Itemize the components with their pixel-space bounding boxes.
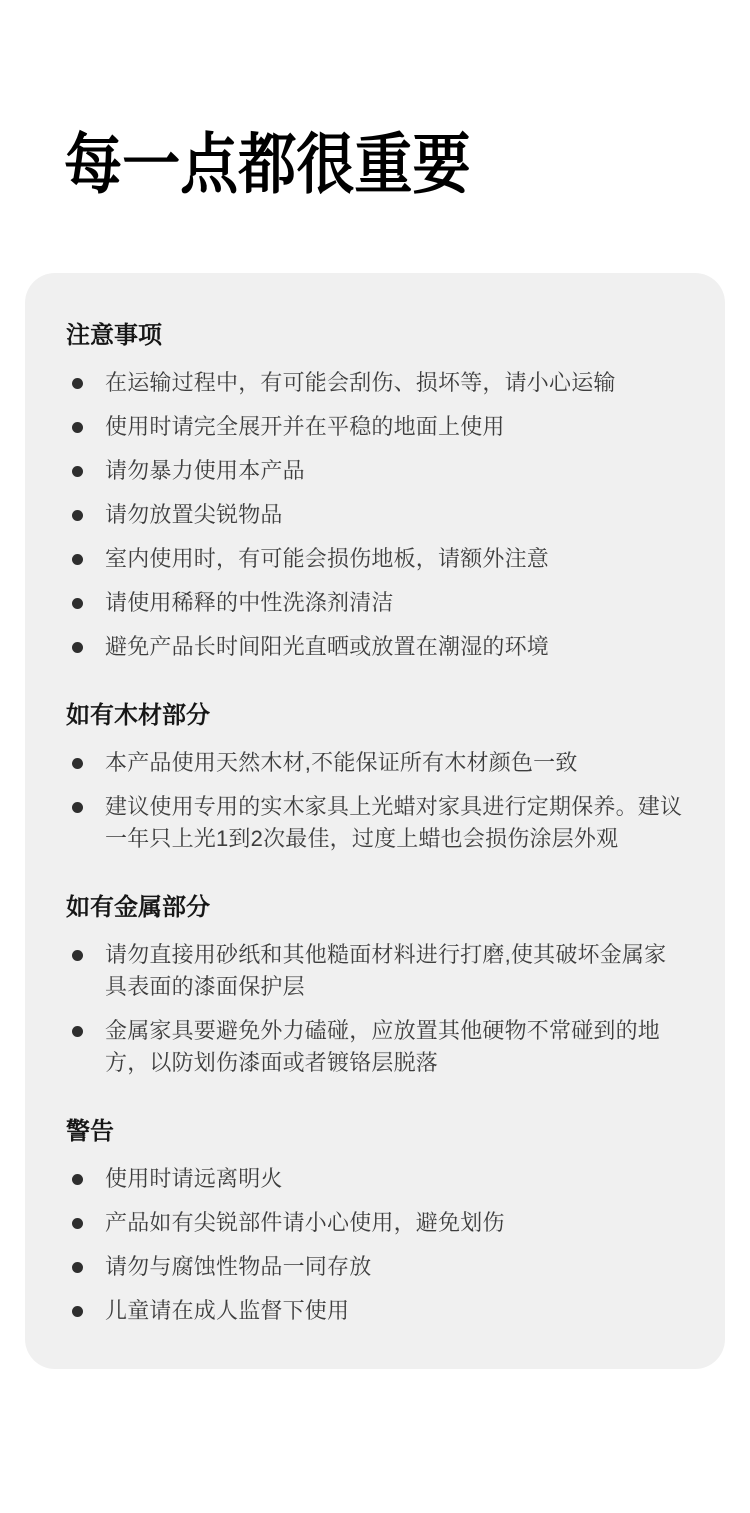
precautions-list xyxy=(66,367,685,663)
bullet-icon xyxy=(72,758,83,769)
list-item-text: 请勿与腐蚀性物品一同存放 xyxy=(105,1254,372,1279)
bullet-icon xyxy=(72,1262,83,1273)
list-item xyxy=(66,455,685,487)
bullet-icon xyxy=(72,1218,83,1229)
list-item-text: 产品如有尖锐部件请小心使用，避免划伤 xyxy=(105,1210,505,1235)
list-item-text: 金属家具要避免外力磕碰，应放置其他硬物不常碰到的地方，以防划伤漆面或者镀铬层脱落 xyxy=(105,1018,661,1075)
list-item-text: 室内使用时，有可能会损伤地板，请额外注意 xyxy=(105,546,550,571)
list-item-text: 请使用稀释的中性洗涤剂清洁 xyxy=(105,590,394,615)
list-item xyxy=(66,1015,685,1079)
list-item xyxy=(66,499,685,531)
bullet-icon xyxy=(72,422,83,433)
section-heading-metal: 如有金属部分 xyxy=(66,894,210,921)
list-item-text: 使用时请完全展开并在平稳的地面上使用 xyxy=(105,414,505,439)
list-item-text: 在运输过程中，有可能会刮伤、损坏等，请小心运输 xyxy=(105,370,616,395)
bullet-icon xyxy=(72,598,83,609)
list-item-text: 请勿放置尖锐物品 xyxy=(105,502,283,527)
list-item xyxy=(66,1207,685,1239)
bullet-icon xyxy=(72,378,83,389)
list-item xyxy=(66,587,685,619)
list-item xyxy=(66,939,685,1003)
list-item xyxy=(66,1295,685,1327)
list-item xyxy=(66,543,685,575)
list-item-text: 儿童请在成人监督下使用 xyxy=(105,1298,350,1323)
section-heading-wood: 如有木材部分 xyxy=(66,702,210,729)
list-item-text: 本产品使用天然木材,不能保证所有木材颜色一致 xyxy=(105,750,578,775)
list-item xyxy=(66,367,685,399)
list-item-text: 使用时请远离明火 xyxy=(105,1166,283,1191)
bullet-icon xyxy=(72,1174,83,1185)
list-item xyxy=(66,411,685,443)
list-item xyxy=(66,1163,685,1195)
notice-card xyxy=(25,273,725,1369)
bullet-icon xyxy=(72,466,83,477)
bullet-icon xyxy=(72,510,83,521)
metal-list xyxy=(66,939,685,1079)
bullet-icon xyxy=(72,950,83,961)
bullet-icon xyxy=(72,802,83,813)
warning-list xyxy=(66,1163,685,1327)
wood-list xyxy=(66,747,685,855)
list-item-text: 避免产品长时间阳光直晒或放置在潮湿的环境 xyxy=(105,634,550,659)
page-title: 每一点都很重要 xyxy=(64,127,471,201)
bullet-icon xyxy=(72,1306,83,1317)
bullet-icon xyxy=(72,642,83,653)
list-item-text: 请勿直接用砂纸和其他糙面材料进行打磨,使其破坏金属家具表面的漆面保护层 xyxy=(105,942,667,999)
section-heading-precautions: 注意事项 xyxy=(66,322,162,349)
section-heading-warning: 警告 xyxy=(66,1118,114,1145)
list-item-text: 请勿暴力使用本产品 xyxy=(105,458,305,483)
list-item xyxy=(66,1251,685,1283)
bullet-icon xyxy=(72,554,83,565)
list-item-text: 建议使用专用的实木家具上光蜡对家具进行定期保养。建议一年只上光1到2次最佳，过度上蜡也会损伤涂层外观 xyxy=(105,794,683,851)
list-item xyxy=(66,631,685,663)
bullet-icon xyxy=(72,1026,83,1037)
list-item xyxy=(66,791,685,855)
list-item xyxy=(66,747,685,779)
